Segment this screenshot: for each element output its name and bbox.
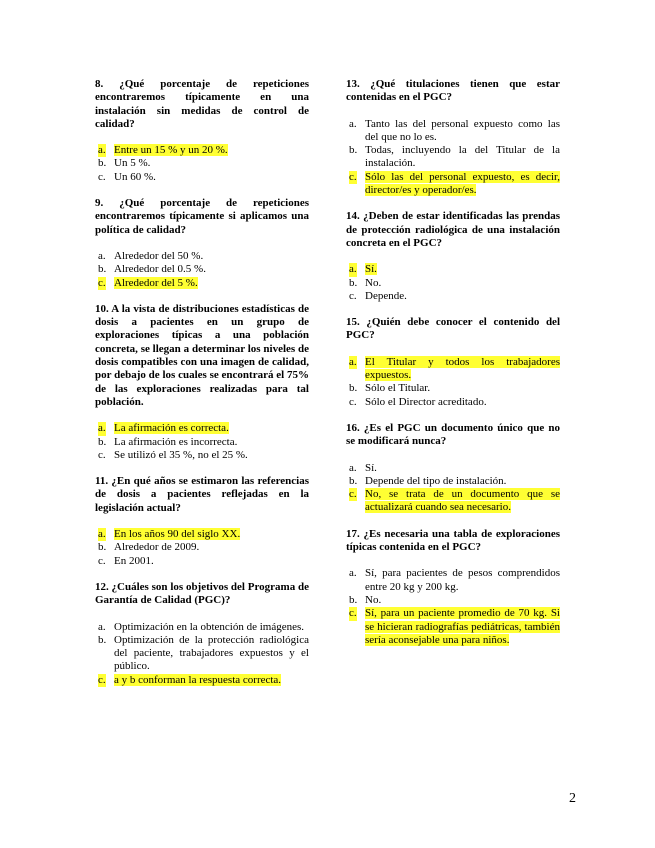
option-text: a y b conforman la respuesta correcta. <box>114 673 282 686</box>
option-c <box>95 674 309 687</box>
option-text: Sí, para un paciente promedio de 70 kg. Si se hicieran radiografías pediátricas, también sería aconsejable una para niños. <box>365 607 560 646</box>
option-b <box>346 277 560 290</box>
option-letter: b. <box>349 382 358 395</box>
option-text: Tanto las del personal expuesto como las del que no lo es. <box>365 117 560 143</box>
option-list <box>95 528 309 568</box>
option-b <box>95 263 309 276</box>
option-text: Sólo el Director acreditado. <box>365 395 487 408</box>
option-letter: b. <box>349 474 358 487</box>
option-list <box>95 250 309 290</box>
option-text: En los años 90 del siglo XX. <box>114 528 241 541</box>
option-text: Sí. <box>365 461 377 474</box>
option-letter: c. <box>349 607 357 620</box>
option-c <box>95 555 309 568</box>
option-text: Alrededor del 5 %. <box>114 276 198 289</box>
option-text: Un 5 %. <box>114 157 151 170</box>
question-16 <box>346 422 560 515</box>
option-letter: a. <box>349 355 357 368</box>
option-letter: a. <box>349 567 357 580</box>
option-text: Depende del tipo de instalación. <box>365 474 507 487</box>
option-b <box>346 475 560 488</box>
question-text: 10. A la vista de distribuciones estadísticas de dosis a pacientes en un grupo de exploraciones típicas a una población concreta, se llegan a determinar los niveles de dosis compatibles con una imagen de calidad, por debajo de los cuales se encontrará el 75% de las exploraciones realizadas para tal población. <box>95 302 309 408</box>
question-10 <box>95 303 309 462</box>
question-text: 8. ¿Qué porcentaje de repeticiones encontraremos típicamente en una instalación sin medidas de control de calidad? <box>95 78 309 130</box>
option-a <box>95 528 309 541</box>
option-letter: a. <box>349 263 357 276</box>
option-a <box>346 118 560 145</box>
option-letter: a. <box>98 422 106 435</box>
option-c <box>346 396 560 409</box>
question-8 <box>95 78 309 184</box>
question-text: 14. ¿Deben de estar identificadas las prendas de protección radiológica de una instalación concreta en el PGC? <box>346 210 560 249</box>
option-b <box>95 436 309 449</box>
question-14 <box>346 210 560 303</box>
option-a <box>95 422 309 435</box>
question-text: 17. ¿Es necesaria una tabla de exploraciones típicas contenida en el PGC? <box>346 527 560 554</box>
option-letter: c. <box>349 395 357 408</box>
option-c <box>346 171 560 198</box>
option-letter: b. <box>98 263 107 276</box>
left-column <box>95 78 309 700</box>
question-17 <box>346 528 560 647</box>
option-c <box>95 449 309 462</box>
option-letter: b. <box>349 593 358 606</box>
option-letter: a. <box>98 249 106 262</box>
option-letter: a. <box>98 144 106 157</box>
option-letter: b. <box>349 276 358 289</box>
question-text: 13. ¿Qué titulaciones tienen que estar contenidas en el PGC? <box>346 78 560 104</box>
option-text: Un 60 %. <box>114 170 156 183</box>
option-list <box>95 144 309 184</box>
option-text: Depende. <box>365 289 407 302</box>
question-text: 12. ¿Cuáles son los objetivos del Programa de Garantía de Calidad (PGC)? <box>95 580 309 607</box>
option-list <box>346 567 560 647</box>
right-column <box>346 78 560 660</box>
option-letter: c. <box>98 448 106 461</box>
option-c <box>346 607 560 647</box>
option-letter: a. <box>349 461 357 474</box>
option-c <box>346 488 560 515</box>
option-c <box>346 290 560 303</box>
question-text: 15. ¿Quién debe conocer el contenido del PGC? <box>346 316 560 342</box>
option-text: No. <box>365 593 382 606</box>
option-b <box>95 157 309 170</box>
option-a <box>346 462 560 475</box>
option-list <box>346 263 560 303</box>
option-letter: a. <box>98 528 106 541</box>
question-text: 16. ¿Es el PGC un documento único que no se modificará nunca? <box>346 421 560 448</box>
option-letter: b. <box>98 541 107 554</box>
option-c <box>95 171 309 184</box>
option-letter: c. <box>349 488 357 501</box>
question-text: 9. ¿Qué porcentaje de repeticiones encontraremos típicamente si aplicamos una política de calidad? <box>95 197 309 236</box>
option-text: Optimización en la obtención de imágenes. <box>114 620 304 633</box>
option-letter: c. <box>98 673 106 686</box>
question-12 <box>95 581 309 687</box>
option-b <box>346 594 560 607</box>
option-letter: b. <box>98 633 107 646</box>
question-15 <box>346 316 560 409</box>
option-text: Sí, para pacientes de pesos comprendidos entre 20 kg y 200 kg. <box>365 567 560 593</box>
option-text: Alrededor del 50 %. <box>114 249 204 262</box>
option-text: La afirmación es incorrecta. <box>114 435 238 448</box>
question-9 <box>95 197 309 290</box>
option-letter: b. <box>349 144 358 157</box>
option-list <box>95 621 309 687</box>
option-text: La afirmación es correcta. <box>114 422 229 435</box>
option-letter: c. <box>98 170 106 183</box>
option-text: El Titular y todos los trabajadores expuestos. <box>365 355 560 382</box>
option-letter: a. <box>98 620 106 633</box>
option-list <box>95 422 309 462</box>
option-a <box>95 250 309 263</box>
option-letter: b. <box>98 435 107 448</box>
question-text: 11. ¿En qué años se estimaron las referencias de dosis a pacientes reflejadas en la legislación actual? <box>95 475 309 514</box>
option-c <box>95 277 309 290</box>
option-text: Se utilizó el 35 %, no el 25 %. <box>114 448 248 461</box>
option-b <box>95 634 309 674</box>
option-text: Sólo las del personal expuesto, es decir, director/es y operador/es. <box>365 170 560 197</box>
option-b <box>346 382 560 395</box>
option-a <box>346 356 560 383</box>
option-letter: b. <box>98 157 107 170</box>
option-list <box>346 118 560 198</box>
option-text: Sí. <box>365 263 377 276</box>
option-a <box>95 144 309 157</box>
option-letter: a. <box>349 117 357 130</box>
option-text: En 2001. <box>114 554 154 567</box>
option-a <box>95 621 309 634</box>
option-a <box>346 567 560 594</box>
page-number: 2 <box>569 791 576 806</box>
option-letter: c. <box>98 276 106 289</box>
option-text: Alrededor del 0.5 %. <box>114 263 206 276</box>
option-text: No, se trata de un documento que se actualizará cuando sea necesario. <box>365 488 560 514</box>
option-letter: c. <box>98 554 106 567</box>
option-text: No. <box>365 276 382 289</box>
option-text: Todas, incluyendo la del Titular de la instalación. <box>365 144 560 170</box>
option-letter: c. <box>349 170 357 183</box>
option-list <box>346 356 560 409</box>
option-list <box>346 462 560 515</box>
question-11 <box>95 475 309 568</box>
question-13 <box>346 78 560 197</box>
option-a <box>346 263 560 276</box>
option-text: Optimización de la protección radiológica del paciente, trabajadores expuestos y el público. <box>114 633 309 673</box>
option-letter: c. <box>349 289 357 302</box>
option-b <box>95 541 309 554</box>
option-text: Alrededor de 2009. <box>114 541 200 554</box>
option-text: Sólo el Titular. <box>365 382 431 395</box>
option-text: Entre un 15 % y un 20 %. <box>114 144 228 157</box>
option-b <box>346 144 560 171</box>
